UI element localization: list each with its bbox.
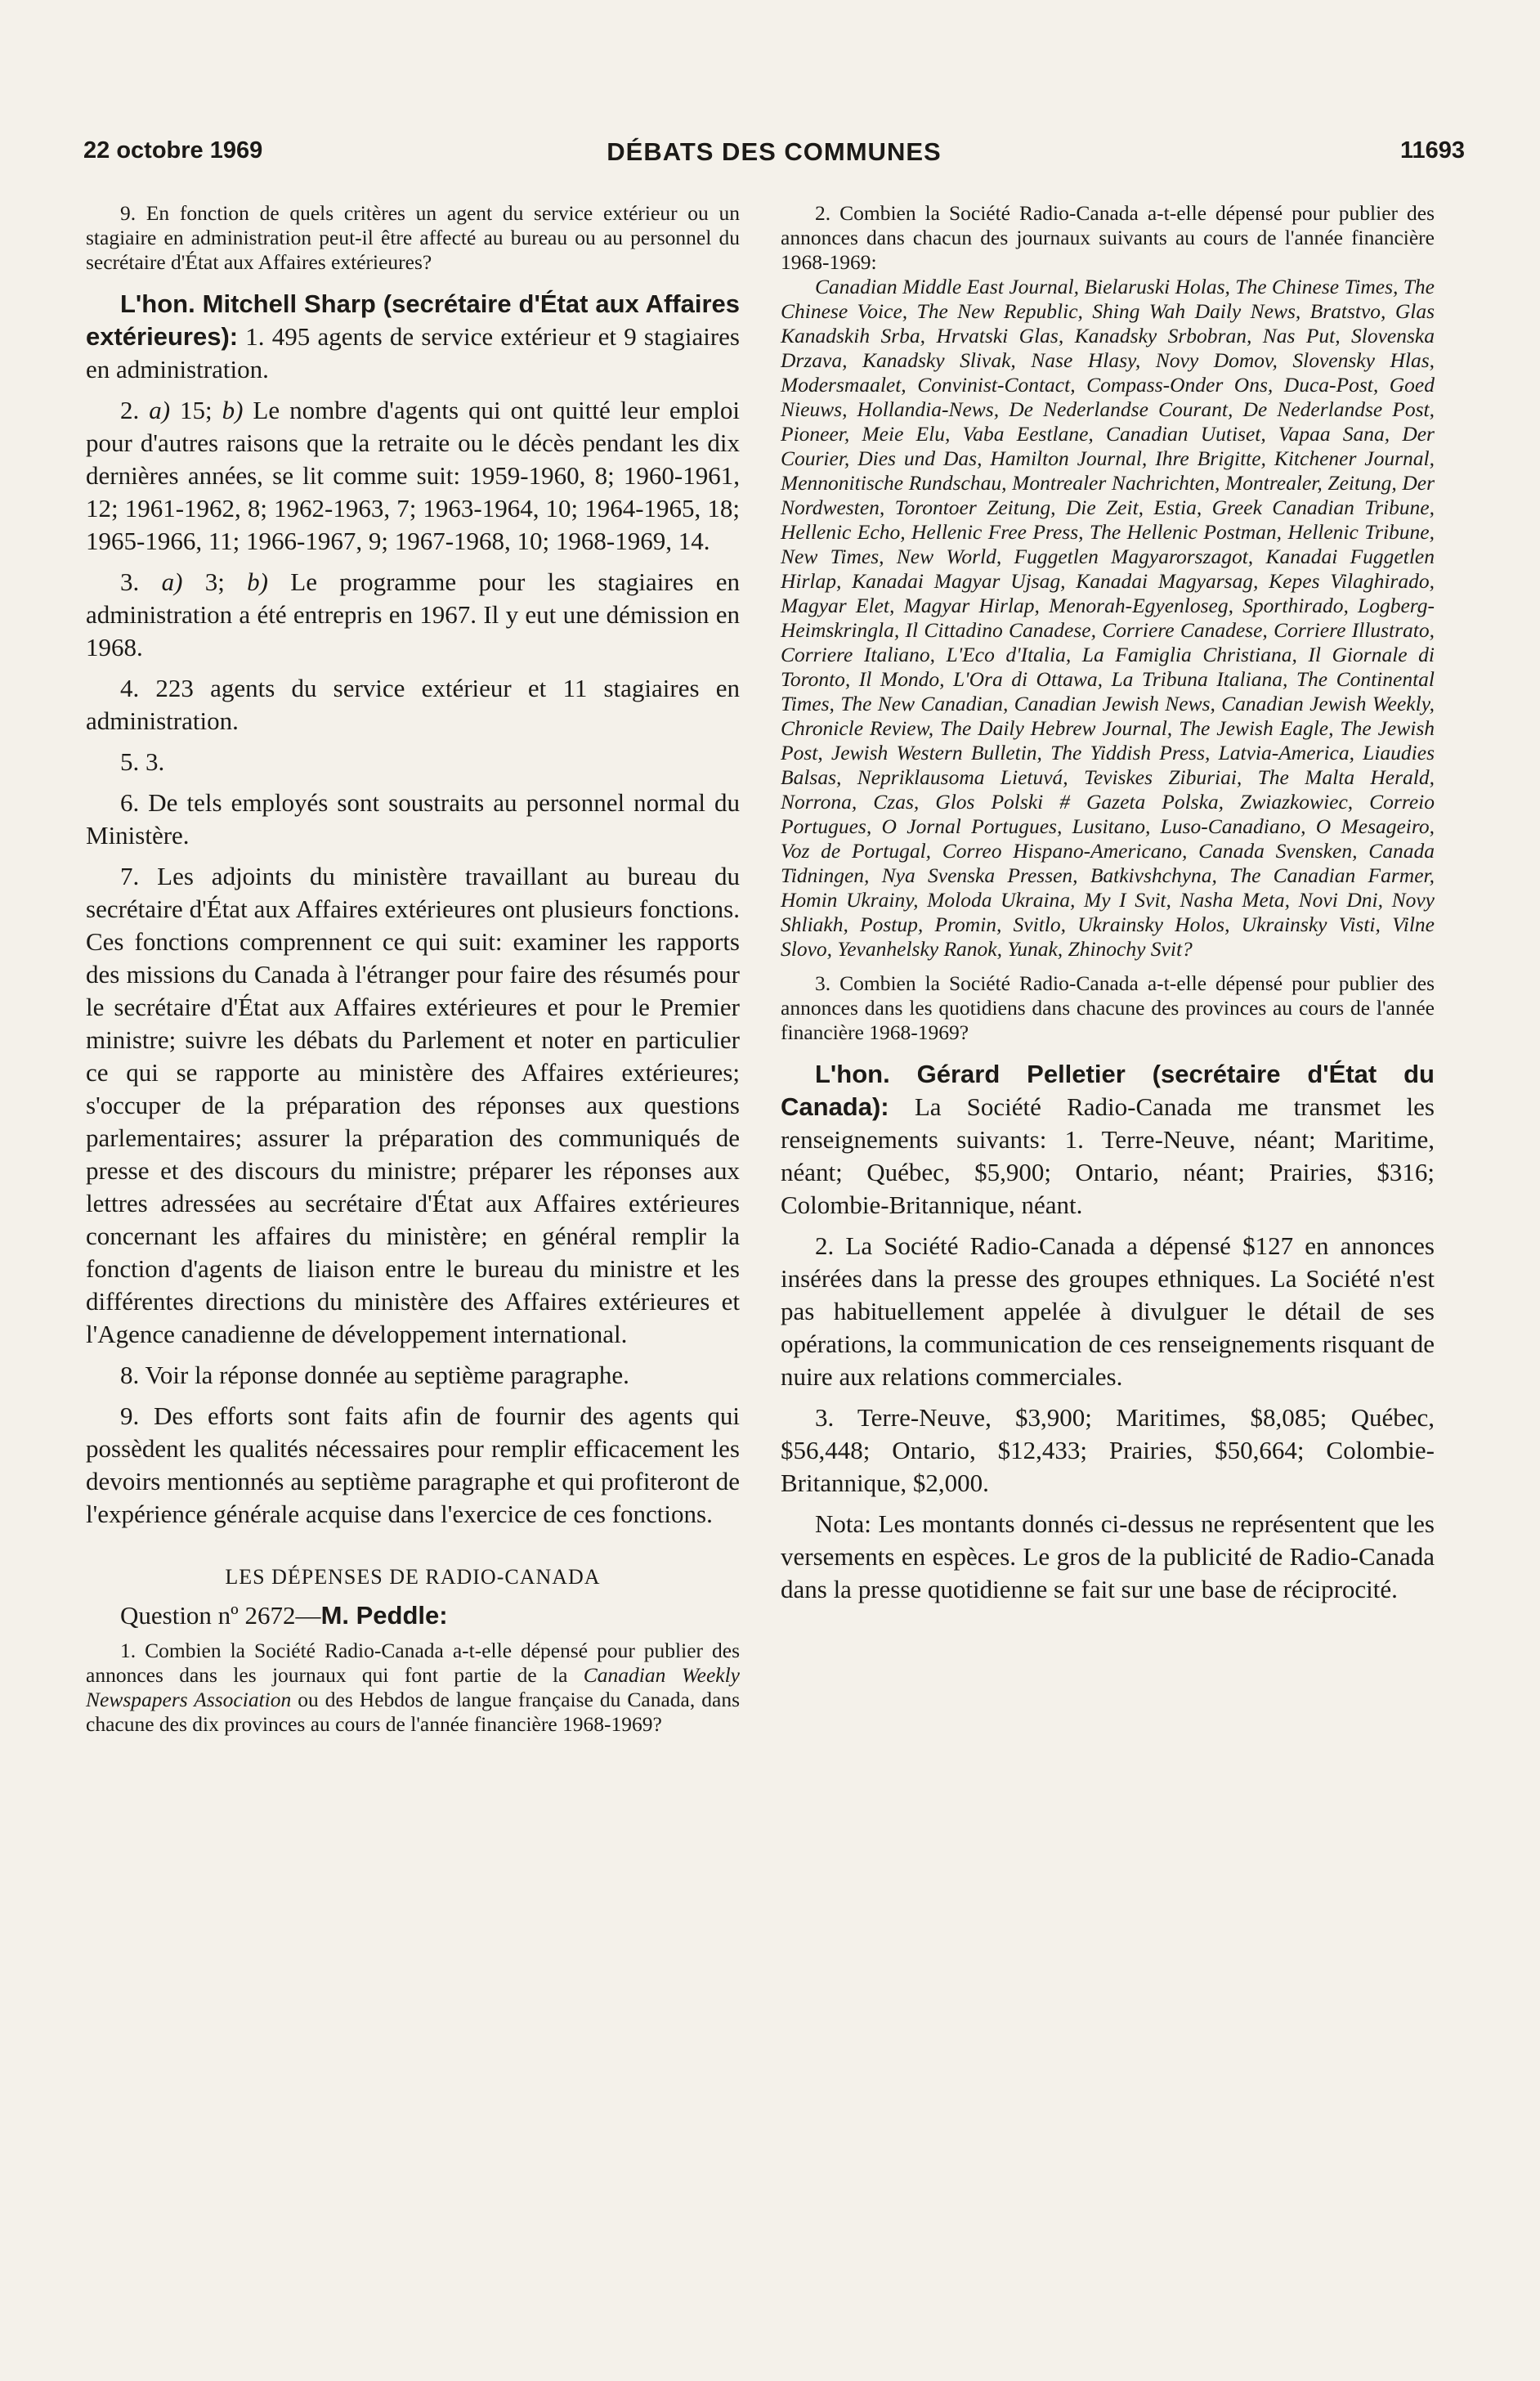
answer-2-mid: 15; xyxy=(170,396,222,424)
answer-2-a: a) xyxy=(149,396,171,424)
answer-2 xyxy=(86,394,740,558)
answer-3-b: b) xyxy=(247,567,268,596)
answer-2-text: Le nombre d'agents qui ont quitté leur emploi pour d'autres raisons que la retraite ou le décès pendant les dix dernières années, se lit comme suit: 1959-1960, 8; 1960-1961, 12; 1961-1962, 8; 1962-1963, 7; 1963-1964, 10; 1964-1965, 18; 1965-1966, 11; 1966-1967, 9; 1967-1968, 10; 1968-1969, 14. xyxy=(86,396,741,555)
question-author: M. Peddle: xyxy=(320,1601,448,1630)
answer-1-text: 1. 495 agents de service extérieur et 9 stagiaires en administration. xyxy=(86,322,740,383)
right-column xyxy=(781,201,1435,1606)
answer-2-b: b) xyxy=(222,396,244,424)
answer-9: 9. Des efforts sont faits afin de fournir des agents qui possèdent les qualités nécessaires pour remplir efficacement les devoirs mentionnés au septième paragraphe et qui profiteront de l'expérience générale acquise dans l'exercice de ces fonctions. xyxy=(86,1401,740,1528)
question-label: Question nº 2672— xyxy=(120,1601,321,1630)
question-number-line xyxy=(86,1601,740,1630)
answer-8: 8. Voir la réponse donnée au septième paragraphe. xyxy=(120,1361,629,1389)
answer-4: 4. 223 agents du service extérieur et 11 stagiaires en administration. xyxy=(86,674,740,735)
question-1 xyxy=(86,1639,740,1737)
page-header xyxy=(83,137,1465,173)
speaker-sharp: L'hon. Mitchell Sharp (secrétaire d'État aux Affaires extérieures): xyxy=(86,289,740,351)
answer-3-mid: 3; xyxy=(182,567,248,596)
answer-7: 7. Les adjoints du ministère travaillant au bureau du secrétaire d'État aux Affaires extérieures ont plusieurs fonctions. Ces fonctions comprennent ce qui suit: examiner les rapports des missions du Canada à l'étranger pour faire des résumés pour le secrétaire d'État aux Affaires extérieures et pour le Premier ministre; suivre les débats du Parlement et noter en particulier ce qui se rapporte au ministère des Affaires extérieures; s'occuper de la préparation des réponses aux questions parlementaires; assurer la préparation des communiqués de presse et des discours du ministre; préparer les réponses aux lettres adressées au secrétaire d'État aux Affaires extérieures concernant les affaires du ministère; en général remplir la fonction d'agents de liaison entre le bureau du ministre et les différentes directions du ministère des Affaires extérieures et l'Agence canadienne de développement international. xyxy=(86,862,740,1348)
note: Nota: Les montants donnés ci-dessus ne représentent que les versements en espèces. Le gros de la publicité de Radio-Canada dans la presse quotidienne se fait sur une base de réciprocité. xyxy=(781,1509,1435,1603)
answer-6: 6. De tels employés sont soustraits au personnel normal du Ministère. xyxy=(86,788,740,850)
header-date: 22 octobre 1969 xyxy=(83,137,263,164)
left-column xyxy=(86,201,740,1737)
header-title: DÉBATS DES COMMUNES xyxy=(607,137,942,166)
reply-3: 3. Terre-Neuve, $3,900; Maritimes, $8,085; Québec, $56,448; Ontario, $12,433; Prairies, $50,664; Colombie-Britannique, $2,000. xyxy=(781,1403,1435,1497)
answer-pelletier xyxy=(781,1058,1435,1222)
question-1-text: 1. Combien la Société Radio-Canada a-t-elle dépensé pour publier des annonces dans les journaux qui font partie de la xyxy=(86,1639,740,1687)
speaker-pelletier: L'hon. Gérard Pelletier (secrétaire d'État du Canada): xyxy=(781,1060,1435,1121)
section-heading: LES DÉPENSES DE RADIO-CANADA xyxy=(225,1565,601,1589)
question-1-association: Canadian Weekly Newspapers Association xyxy=(86,1663,740,1711)
answer-3-num: 3. xyxy=(120,567,162,596)
question-9-text: 9. En fonction de quels critères un agent du service extérieur ou un stagiaire en administration peut-il être affecté au bureau ou au personnel du secrétaire d'État aux Affaires extérieures? xyxy=(86,201,740,274)
question-2-text: 2. Combien la Société Radio-Canada a-t-elle dépensé pour publier des annonces dans chacun des journaux suivants au cours de l'année financière 1968-1969: xyxy=(781,201,1435,274)
answer-3-a: a) xyxy=(161,567,183,596)
answer-2-num: 2. xyxy=(120,396,150,424)
reply-1-text: La Société Radio-Canada me transmet les renseignements suivants: 1. Terre-Neuve, néant; Maritime, néant; Québec, $5,900; Ontario, néant; Prairies, $316; Colombie-Britannique, néant. xyxy=(781,1092,1435,1219)
answer-3 xyxy=(86,566,740,664)
answer-3-text: Le programme pour les stagiaires en administration a été entrepris en 1967. Il y eut une démission en 1968. xyxy=(86,567,740,661)
answer-sharp xyxy=(86,288,740,386)
question-1-rest: ou des Hebdos de langue française du Canada, dans chacune des dix provinces au cours de l'année financière 1968-1969? xyxy=(86,1688,740,1736)
answer-5: 5. 3. xyxy=(120,747,165,776)
page-number: 11693 xyxy=(1399,137,1465,164)
question-3-text: 3. Combien la Société Radio-Canada a-t-elle dépensé pour publier des annonces dans les quotidiens dans chacune des provinces au cours de l'année financière 1968-1969? xyxy=(781,971,1435,1044)
newspaper-list: Canadian Middle East Journal, Bielaruski Holas, The Chinese Times, The Chinese Voice, The New Republic, Shing Wah Daily News, Bratstvo, Glas Kanadskih Srba, Hrvatski Glas, Kanadsky Srbobran, Nas Put, Slovenska Drzava, Kanadsky Slivak, Nase Hlasy, Novy Domov, Slovensky Hlas, Modersmaalet, Convinist-Contact, Compass-Onder Ons, Duca-Post, Goed Nieuws, Hollandia-News, De Nederlandse Courant, De Nederlandse Post, Pioneer, Meie Elu, Vaba Eestlane, Canadian Uutiset, Vapaa Sana, Der Courier, Dies und Das, Hamilton Journal, Ihre Brigitte, Kitchener Journal, Mennonitische Rundschau, Montrealer Nachrichten, Montrealer, Zeitung, Der Nordwesten, Torontoer Zeitung, Die Zeit, Estia, Greek Canadian Tribune, Hellenic Echo, Hellenic Free Press, The Hellenic Postman, Hellenic Tribune, New Times, New World, Fuggetlen Magyarorszagot, Kanadai Fuggetlen Hirlap, Kanadai Magyar Ujsag, Kanadai Magyarsag, Kepes Vilaghirado, Magyar Elet, Magyar Hirlap, Menorah-Egyenloseg, Sporthirado, Logberg-Heimskringla, Il Cittadino Canadese, Corriere Canadese, Corriere Illustrato, Corriere Italiano, L'Eco d'Italia, La Famiglia Christiana, Il Giornale di Toronto, Il Mondo, L'Ora di Ottawa, La Tribuna Italiana, The Continental Times, The New Canadian, Canadian Jewish News, Canadian Jewish Weekly, Chronicle Review, The Daily Hebrew Journal, The Jewish Eagle, The Jewish Post, Jewish Western Bulletin, The Yiddish Press, Latvia-America, Liaudies Balsas, Nepriklausoma Lietuvá, Teviskes Ziburiai, The Malta Herald, Norrona, Czas, Glos Polski # Gazeta Polska, Zwiazkowiec, Correio Portugues, O Jornal Portugues, Lusitano, Luso-Canadiano, O Mesageiro, Voz de Portugal, Correo Hispano-Americano, Canada Svensken, Canada Tidningen, Nya Svenska Pressen, Batkivshchyna, The Canadian Farmer, Homin Ukrainy, Moloda Ukraina, My I Svit, Nasha Meta, Novi Dni, Novy Shliakh, Postup, Promin, Svitlo, Ukrainsky Holos, Ukrainsky Visti, Vilne Slovo, Yevanhelsky Ranok, Yunak, Zhinochy Svit? xyxy=(781,275,1435,961)
reply-2: 2. La Société Radio-Canada a dépensé $127 en annonces insérées dans la presse des groupes ethniques. La Société n'est pas habituellement appelée à divulguer le détail de ses opérations, la communication de ces renseignements risquant de nuire aux relations commerciales. xyxy=(781,1231,1435,1391)
